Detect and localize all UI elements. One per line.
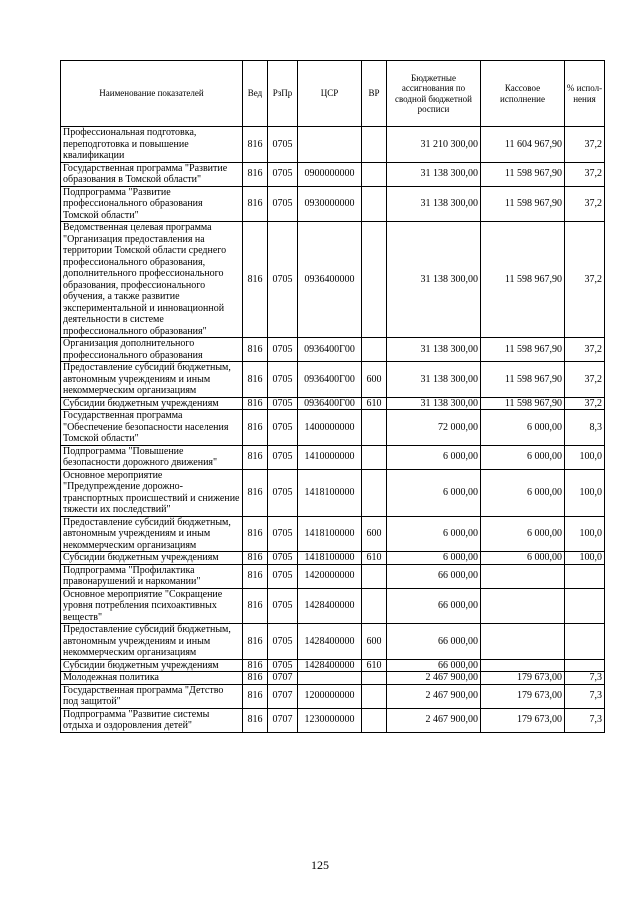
cell-budget: 31 138 300,00 [387,186,481,222]
cell-ved: 816 [243,222,268,338]
cell-csr: 1418100000 [298,552,362,565]
cell-rzpr: 0707 [268,672,298,685]
cell-vr [362,588,387,624]
cell-name: Организация дополнительного профессионального образования [61,338,243,362]
cell-rzpr: 0705 [268,127,298,163]
cell-ved: 816 [243,624,268,660]
cell-budget: 2 467 900,00 [387,684,481,708]
cell-ved: 816 [243,445,268,469]
cell-budget: 31 210 300,00 [387,127,481,163]
cell-name: Молодежная политика [61,672,243,685]
cell-ved: 816 [243,552,268,565]
cell-rzpr: 0705 [268,516,298,552]
cell-csr: 1428400000 [298,624,362,660]
table-row [61,410,605,446]
cell-budget: 31 138 300,00 [387,362,481,398]
cell-name: Подпрограмма "Развитие профессионального образования Томской области" [61,186,243,222]
cell-csr: 1230000000 [298,708,362,732]
cell-csr: 1200000000 [298,684,362,708]
cell-csr: 0936400000 [298,222,362,338]
table-row [61,684,605,708]
cell-rzpr: 0705 [268,624,298,660]
cell-ved: 816 [243,708,268,732]
cell-name: Предоставление субсидий бюджетным, автономным учреждениям и иным некоммерческим организациям [61,516,243,552]
cell-csr: 1400000000 [298,410,362,446]
cell-budget: 2 467 900,00 [387,708,481,732]
cell-pct: 7,3 [565,684,605,708]
header-pct: % испол-нения [565,61,605,127]
cell-cash: 11 598 967,90 [481,397,565,410]
cell-csr: 0936400Г00 [298,397,362,410]
cell-name: Основное мероприятие "Сокращение уровня потребления психоактивных веществ" [61,588,243,624]
header-name: Наименование показателей [61,61,243,127]
cell-rzpr: 0705 [268,445,298,469]
cell-vr [362,162,387,186]
cell-name: Государственная программа "Развитие образования в Томской области" [61,162,243,186]
table-row [61,624,605,660]
cell-ved: 816 [243,564,268,588]
budget-table [60,60,605,733]
cell-ved: 816 [243,588,268,624]
header-budget: Бюджетные ассигнования по сводной бюджетной росписи [387,61,481,127]
cell-csr: 1418100000 [298,516,362,552]
cell-csr: 1428400000 [298,588,362,624]
cell-pct: 7,3 [565,672,605,685]
cell-pct [565,624,605,660]
cell-rzpr: 0705 [268,564,298,588]
cell-vr: 610 [362,552,387,565]
cell-pct: 100,0 [565,516,605,552]
cell-ved: 816 [243,659,268,672]
cell-rzpr: 0705 [268,659,298,672]
cell-pct: 37,2 [565,162,605,186]
cell-vr [362,222,387,338]
table-row [61,708,605,732]
cell-cash: 11 598 967,90 [481,222,565,338]
cell-budget: 72 000,00 [387,410,481,446]
cell-cash: 11 598 967,90 [481,338,565,362]
cell-cash: 6 000,00 [481,469,565,516]
table-row [61,222,605,338]
cell-rzpr: 0705 [268,362,298,398]
table-body [61,127,605,733]
cell-rzpr: 0707 [268,708,298,732]
table-row [61,516,605,552]
cell-vr: 600 [362,362,387,398]
cell-vr: 600 [362,516,387,552]
cell-budget: 31 138 300,00 [387,162,481,186]
cell-ved: 816 [243,410,268,446]
cell-vr [362,127,387,163]
cell-name: Государственная программа "Обеспечение безопасности населения Томской области" [61,410,243,446]
cell-pct [565,564,605,588]
cell-vr [362,564,387,588]
cell-budget: 6 000,00 [387,516,481,552]
cell-cash: 179 673,00 [481,684,565,708]
table-row [61,186,605,222]
table-row [61,127,605,163]
cell-cash: 11 604 967,90 [481,127,565,163]
cell-ved: 816 [243,672,268,685]
cell-pct: 8,3 [565,410,605,446]
table-row [61,552,605,565]
header-vr: ВР [362,61,387,127]
cell-budget: 66 000,00 [387,588,481,624]
cell-csr: 0936400Г00 [298,362,362,398]
cell-csr: 1418100000 [298,469,362,516]
cell-ved: 816 [243,162,268,186]
cell-pct [565,588,605,624]
cell-vr [362,684,387,708]
cell-pct: 37,2 [565,222,605,338]
table-row [61,362,605,398]
cell-budget: 31 138 300,00 [387,338,481,362]
cell-vr [362,445,387,469]
cell-rzpr: 0705 [268,552,298,565]
table-row [61,397,605,410]
cell-csr: 0936400Г00 [298,338,362,362]
cell-pct: 100,0 [565,469,605,516]
header-rzpr: РзПр [268,61,298,127]
cell-name: Подпрограмма "Профилактика правонарушений и наркомании" [61,564,243,588]
cell-vr [362,338,387,362]
cell-pct: 37,2 [565,362,605,398]
cell-cash [481,624,565,660]
cell-cash: 11 598 967,90 [481,186,565,222]
cell-csr: 1428400000 [298,659,362,672]
table-row [61,445,605,469]
table-row [61,162,605,186]
cell-cash [481,659,565,672]
header-ved: Вед [243,61,268,127]
cell-name: Подпрограмма "Развитие системы отдыха и оздоровления детей" [61,708,243,732]
cell-cash: 6 000,00 [481,516,565,552]
cell-cash [481,564,565,588]
cell-vr: 610 [362,659,387,672]
cell-name: Государственная программа "Детство под защитой" [61,684,243,708]
cell-name: Основное мероприятие "Предупреждение дорожно-транспортных происшествий и снижение тяжести их последствий" [61,469,243,516]
cell-pct: 100,0 [565,552,605,565]
table-row [61,469,605,516]
cell-budget: 31 138 300,00 [387,397,481,410]
cell-vr [362,672,387,685]
cell-ved: 816 [243,186,268,222]
cell-budget: 66 000,00 [387,564,481,588]
cell-pct: 37,2 [565,338,605,362]
cell-rzpr: 0705 [268,469,298,516]
cell-name: Ведомственная целевая программа "Организация предоставления на территории Томской области среднего профессионального образования, дополнительного профессионального образования, профессионального обучения, а также развитие экспериментальной и инновационной деятельности в системе профессионального образования" [61,222,243,338]
cell-vr: 600 [362,624,387,660]
header-csr: ЦСР [298,61,362,127]
table-row [61,672,605,685]
cell-budget: 2 467 900,00 [387,672,481,685]
cell-budget: 6 000,00 [387,552,481,565]
cell-pct [565,659,605,672]
cell-rzpr: 0705 [268,186,298,222]
cell-ved: 816 [243,362,268,398]
cell-pct: 37,2 [565,127,605,163]
table-header-row [61,61,605,127]
table-row [61,659,605,672]
cell-rzpr: 0705 [268,588,298,624]
cell-cash: 6 000,00 [481,410,565,446]
cell-budget: 66 000,00 [387,659,481,672]
table-row [61,564,605,588]
table-row [61,588,605,624]
cell-csr: 1420000000 [298,564,362,588]
cell-csr: 0930000000 [298,186,362,222]
cell-name: Субсидии бюджетным учреждениям [61,659,243,672]
cell-csr [298,127,362,163]
cell-budget: 31 138 300,00 [387,222,481,338]
cell-rzpr: 0705 [268,397,298,410]
cell-csr: 0900000000 [298,162,362,186]
cell-rzpr: 0705 [268,222,298,338]
cell-cash: 11 598 967,90 [481,362,565,398]
page-number: 125 [311,858,329,872]
cell-rzpr: 0705 [268,410,298,446]
cell-name: Подпрограмма "Повышение безопасности дорожного движения" [61,445,243,469]
cell-name: Субсидии бюджетным учреждениям [61,397,243,410]
cell-cash: 11 598 967,90 [481,162,565,186]
cell-cash: 6 000,00 [481,445,565,469]
cell-rzpr: 0707 [268,684,298,708]
cell-ved: 816 [243,684,268,708]
cell-ved: 816 [243,516,268,552]
cell-budget: 6 000,00 [387,469,481,516]
cell-budget: 66 000,00 [387,624,481,660]
table-row [61,338,605,362]
cell-ved: 816 [243,127,268,163]
cell-ved: 816 [243,469,268,516]
cell-cash: 179 673,00 [481,708,565,732]
cell-pct: 37,2 [565,186,605,222]
cell-csr [298,672,362,685]
header-cash: Кассовое исполнение [481,61,565,127]
cell-budget: 6 000,00 [387,445,481,469]
cell-rzpr: 0705 [268,162,298,186]
cell-pct: 100,0 [565,445,605,469]
cell-name: Профессиональная подготовка, переподготовка и повышение квалификации [61,127,243,163]
cell-vr [362,186,387,222]
cell-vr: 610 [362,397,387,410]
cell-name: Предоставление субсидий бюджетным, автономным учреждениям и иным некоммерческим организациям [61,362,243,398]
cell-ved: 816 [243,397,268,410]
cell-pct: 37,2 [565,397,605,410]
cell-pct: 7,3 [565,708,605,732]
cell-vr [362,410,387,446]
cell-name: Предоставление субсидий бюджетным, автономным учреждениям и иным некоммерческим организациям [61,624,243,660]
cell-rzpr: 0705 [268,338,298,362]
cell-csr: 1410000000 [298,445,362,469]
cell-vr [362,469,387,516]
cell-cash: 179 673,00 [481,672,565,685]
cell-ved: 816 [243,338,268,362]
budget-execution-sheet [60,60,604,733]
cell-cash: 6 000,00 [481,552,565,565]
cell-name: Субсидии бюджетным учреждениям [61,552,243,565]
cell-cash [481,588,565,624]
cell-vr [362,708,387,732]
